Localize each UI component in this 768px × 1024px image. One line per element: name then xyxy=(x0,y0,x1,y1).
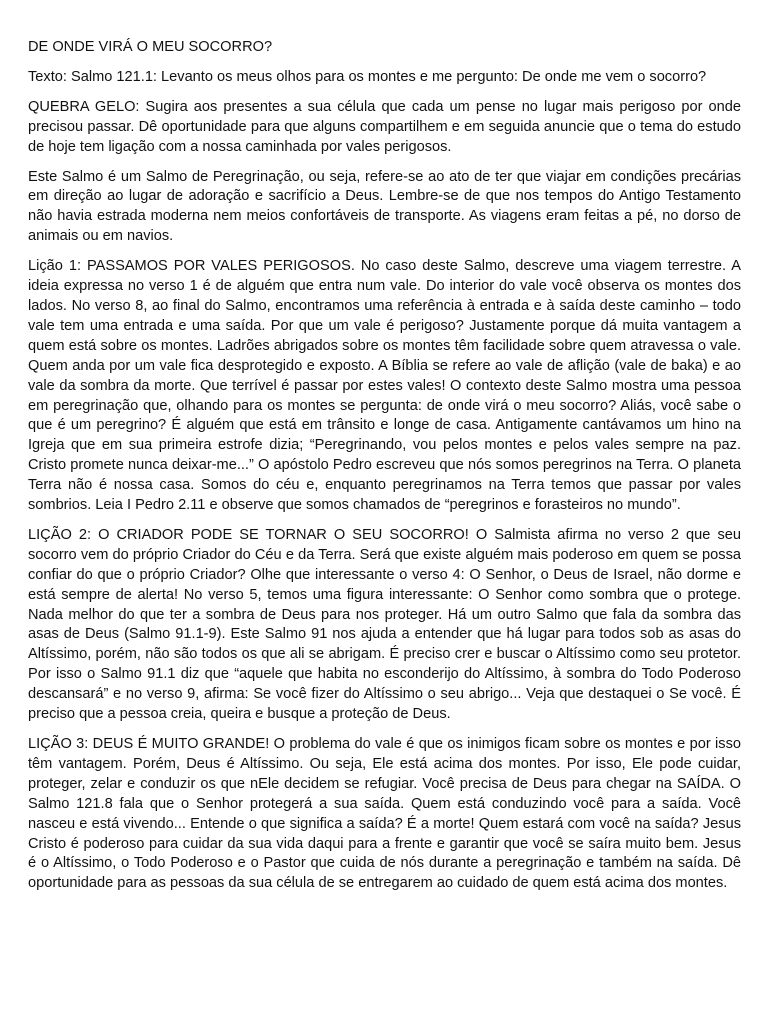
document-page xyxy=(28,38,741,904)
paragraph-quebra-gelo: QUEBRA GELO: Sugira aos presentes a sua célula que cada um pense no lugar mais perigoso por onde precisou passar. Dê oportunidade para que alguns compartilhem e em seguida anuncie que o tema do estudo de hoje tem ligação com a nossa caminhada por vales perigosos. xyxy=(28,98,741,155)
paragraph-intro-salmo: Este Salmo é um Salmo de Peregrinação, ou seja, refere-se ao ato de ter que viajar em condições precárias em direção ao lugar de adoração e sacrifício a Deus. Lembre-se de que nos tempos do Antigo Testamento não havia estrada moderna nem meios confortáveis de transporte. As viagens eram feitas a pé, no dorso de animais ou em navios. xyxy=(28,168,741,245)
paragraph-licao-2: LIÇÃO 2: O CRIADOR PODE SE TORNAR O SEU SOCORRO! O Salmista afirma no verso 2 que seu socorro vem do próprio Criador do Céu e da Terra. Será que existe alguém mais poderoso em quem se possa confiar do que o próprio Criador? Olhe que interessante o verso 4: O Senhor, o Deus de Israel, não dorme e está sempre de alerta! No verso 5, temos uma figura interessante: O Senhor como sombra que o protege. Nada melhor do que ter a sombra de Deus para nos proteger. Há um outro Salmo que fala da sombra das asas de Deus (Salmo 91.1-9). Este Salmo 91 nos ajuda a entender que há lugar para todos sob as asas do Altíssimo, porém, não são todos os que ali se abrigam. É preciso crer e buscar o Altíssimo como seu protetor. Por isso o Salmo 91.1 diz que “aquele que habita no esconderijo do Altíssimo, à sombra do Todo Poderoso descansará” e no verso 9, afirma: Se você fizer do Altíssimo o seu abrigo... Veja que destaquei o Se você. É preciso que a pessoa creia, queira e busque a proteção de Deus. xyxy=(28,526,741,723)
document-title: DE ONDE VIRÁ O MEU SOCORRO? xyxy=(28,39,273,55)
paragraph-licao-3: LIÇÃO 3: DEUS É MUITO GRANDE! O problema do vale é que os inimigos ficam sobre os montes e por isso têm vantagem. Porém, Deus é Altíssimo. Ou seja, Ele está acima dos montes. Por isso, Ele pode cuidar, proteger, zelar e conduzir os que nEle decidem se refugiar. Você precisa de Deus para chegar na SAÍDA. O Salmo 121.8 fala que o Senhor protegerá a sua saída. Quem está conduzindo você para a saída. Você nasceu e está vivendo... Entende o que significa a saída? É a morte! Quem estará com você na saída? Jesus Cristo é poderoso para cuidar da sua vida daqui para a frente e garantir que você se saíra muito bem. Jesus é o Altíssimo, o Todo Poderoso e o Pastor que cuida de nós durante a peregrinação e também na saída. Dê oportunidade para as pessoas da sua célula de se entregarem ao cuidado de quem está acima dos montes. xyxy=(28,736,741,892)
paragraph-texto: Texto: Salmo 121.1: Levanto os meus olhos para os montes e me pergunto: De onde me vem o socorro? xyxy=(28,68,707,85)
paragraph-licao-1: Lição 1: PASSAMOS POR VALES PERIGOSOS. No caso deste Salmo, descreve uma viagem terrestre. A ideia expressa no verso 1 é de alguém que entra num vale. Do interior do vale você observa os montes dos lados. No verso 8, ao final do Salmo, encontramos uma referência à entrada e à saída deste caminho – todo vale tem uma entrada e uma saída. Por que um vale é perigoso? Justamente porque dá muita vantagem a quem está sobre os montes. Ladrões abrigados sobre os montes têm facilidade sobre quem atravessa o vale. Quem anda por um vale fica desprotegido e exposto. A Bíblia se refere ao vale de aflição (vale de baka) e ao vale da sombra da morte. Que terrível é passar por estes vales! O contexto deste Salmo mostra uma pessoa em peregrinação que, olhando para os montes se pergunta: de onde virá o meu socorro? Aliás, você sabe o que é um peregrino? É alguém que está em trânsito e longe de casa. Antigamente cantávamos um hino na Igreja que em sua primeira estrofe dizia; “Peregrinando, vou pelos montes e pelos vales sempre na paz. Cristo promete nunca deixar-me...” O apóstolo Pedro escreveu que nós somos peregrinos na Terra. O planeta Terra não é nossa casa. Somos do céu e, enquanto peregrinamos na Terra temos que passar por vales sombrios. Leia I Pedro 2.11 e observe que somos chamados de “peregrinos e forasteiros no mundo”. xyxy=(28,258,741,514)
